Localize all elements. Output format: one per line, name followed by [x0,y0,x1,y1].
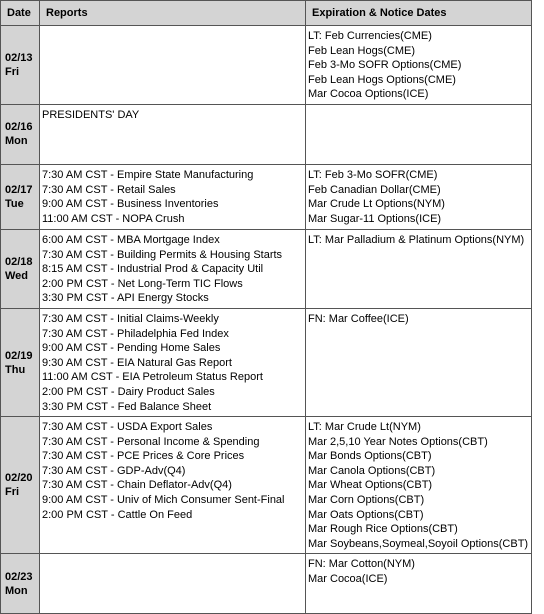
expiration-item: FN: Mar Cotton(NYM) [308,558,415,571]
expiration-item: LT: Feb 3-Mo SOFR(CME) [308,168,438,181]
expiration-item: Mar Crude Lt Options(NYM) [308,198,445,211]
expirations-cell [306,164,532,229]
report-item: 2:00 PM CST - Dairy Product Sales [42,385,215,398]
expirations-cell [306,229,532,308]
report-item: 7:30 AM CST - Empire State Manufacturing [42,168,254,181]
reports-cell [40,229,306,308]
expiration-item: Mar Wheat Options(CBT) [308,479,433,492]
day-label: Mon [5,135,28,148]
report-item: 9:00 AM CST - Univ of Mich Consumer Sent-Final [42,494,285,507]
report-item: 7:30 AM CST - Chain Deflator-Adv(Q4) [42,479,232,492]
report-item: 9:00 AM CST - Pending Home Sales [42,342,221,355]
date-cell [1,417,40,554]
expiration-item: LT: Mar Palladium & Platinum Options(NYM) [308,233,525,246]
report-item: 7:30 AM CST - PCE Prices & Core Prices [42,450,245,463]
report-item: 7:30 AM CST - GDP-Adv(Q4) [42,464,186,477]
date-cell [1,229,40,308]
schedule-body [1,26,532,614]
reports-cell [40,308,306,416]
day-label: Fri [5,65,20,78]
expiration-item: Feb Lean Hogs(CME) [308,44,415,57]
expiration-item: Feb Lean Hogs Options(CME) [308,73,456,86]
table-row [1,308,532,416]
report-item: 11:00 AM CST - EIA Petroleum Status Report [42,371,263,384]
report-item: 11:00 AM CST - NOPA Crush [42,212,185,225]
expirations-cell [306,417,532,554]
date-label: 02/13 [5,51,33,64]
date-cell [1,308,40,416]
expiration-column-header: Expiration & Notice Dates [306,1,532,26]
date-cell [1,164,40,229]
expiration-item: Mar Oats Options(CBT) [308,508,424,521]
table-row [1,417,532,554]
report-item: 9:30 AM CST - EIA Natural Gas Report [42,356,232,369]
report-item: PRESIDENTS' DAY [42,108,140,121]
reports-cell [40,164,306,229]
report-item: 7:30 AM CST - Initial Claims-Weekly [42,312,219,325]
reports-column-header: Reports [40,1,306,26]
report-item: 3:30 PM CST - Fed Balance Sheet [42,400,212,413]
date-label: 02/23 [5,570,33,583]
date-cell [1,554,40,614]
report-item: 7:30 AM CST - USDA Export Sales [42,421,213,434]
table-row [1,164,532,229]
expiration-item: Mar Soybeans,Soymeal,Soyoil Options(CBT) [308,537,529,550]
expiration-item: LT: Mar Crude Lt(NYM) [308,421,421,434]
reports-cell [40,26,306,105]
expiration-item: Mar Corn Options(CBT) [308,494,425,507]
report-item: 7:30 AM CST - Building Permits & Housing Starts [42,248,283,261]
report-item: 7:30 AM CST - Personal Income & Spending [42,435,260,448]
expiration-item: Feb Canadian Dollar(CME) [308,183,441,196]
reports-cell [40,417,306,554]
expiration-item: FN: Mar Coffee(ICE) [308,312,409,325]
date-label: 02/17 [5,183,33,196]
table-row [1,554,532,614]
table-row [1,26,532,105]
report-item: 2:00 PM CST - Cattle On Feed [42,508,193,521]
day-label: Tue [5,197,24,210]
expiration-item: Mar 2,5,10 Year Notes Options(CBT) [308,435,488,448]
reports-cell [40,554,306,614]
report-item: 2:00 PM CST - Net Long-Term TIC Flows [42,277,243,290]
date-label: 02/20 [5,472,33,485]
expiration-item: Mar Cocoa(ICE) [308,573,388,586]
date-label: 02/19 [5,349,33,362]
expirations-cell [306,26,532,105]
date-label: 02/18 [5,255,33,268]
report-item: 7:30 AM CST - Philadelphia Fed Index [42,327,229,340]
header-row [1,1,532,26]
report-item: 6:00 AM CST - MBA Mortgage Index [42,233,220,246]
expirations-cell [306,104,532,164]
table-row [1,104,532,164]
date-column-header: Date [1,1,40,26]
expiration-item: Mar Cocoa Options(ICE) [308,88,429,101]
day-label: Wed [5,269,29,282]
table-row [1,229,532,308]
date-label: 02/16 [5,121,33,134]
expiration-item: Mar Sugar-11 Options(ICE) [308,212,442,225]
expiration-item: Mar Rough Rice Options(CBT) [308,523,458,536]
day-label: Mon [5,584,28,597]
expirations-cell [306,308,532,416]
report-item: 8:15 AM CST - Industrial Prod & Capacity Util [42,263,264,276]
report-item: 7:30 AM CST - Retail Sales [42,183,176,196]
date-cell [1,26,40,105]
reports-cell [40,104,306,164]
expiration-item: LT: Feb Currencies(CME) [308,30,432,42]
day-label: Fri [5,486,20,499]
date-cell [1,104,40,164]
day-label: Thu [5,363,26,376]
expiration-item: Feb 3-Mo SOFR Options(CME) [308,59,462,72]
report-item: 3:30 PM CST - API Energy Stocks [42,292,209,305]
expirations-cell [306,554,532,614]
expiration-item: Mar Bonds Options(CBT) [308,450,432,463]
report-item: 9:00 AM CST - Business Inventories [42,198,219,211]
expiration-item: Mar Canola Options(CBT) [308,464,436,477]
